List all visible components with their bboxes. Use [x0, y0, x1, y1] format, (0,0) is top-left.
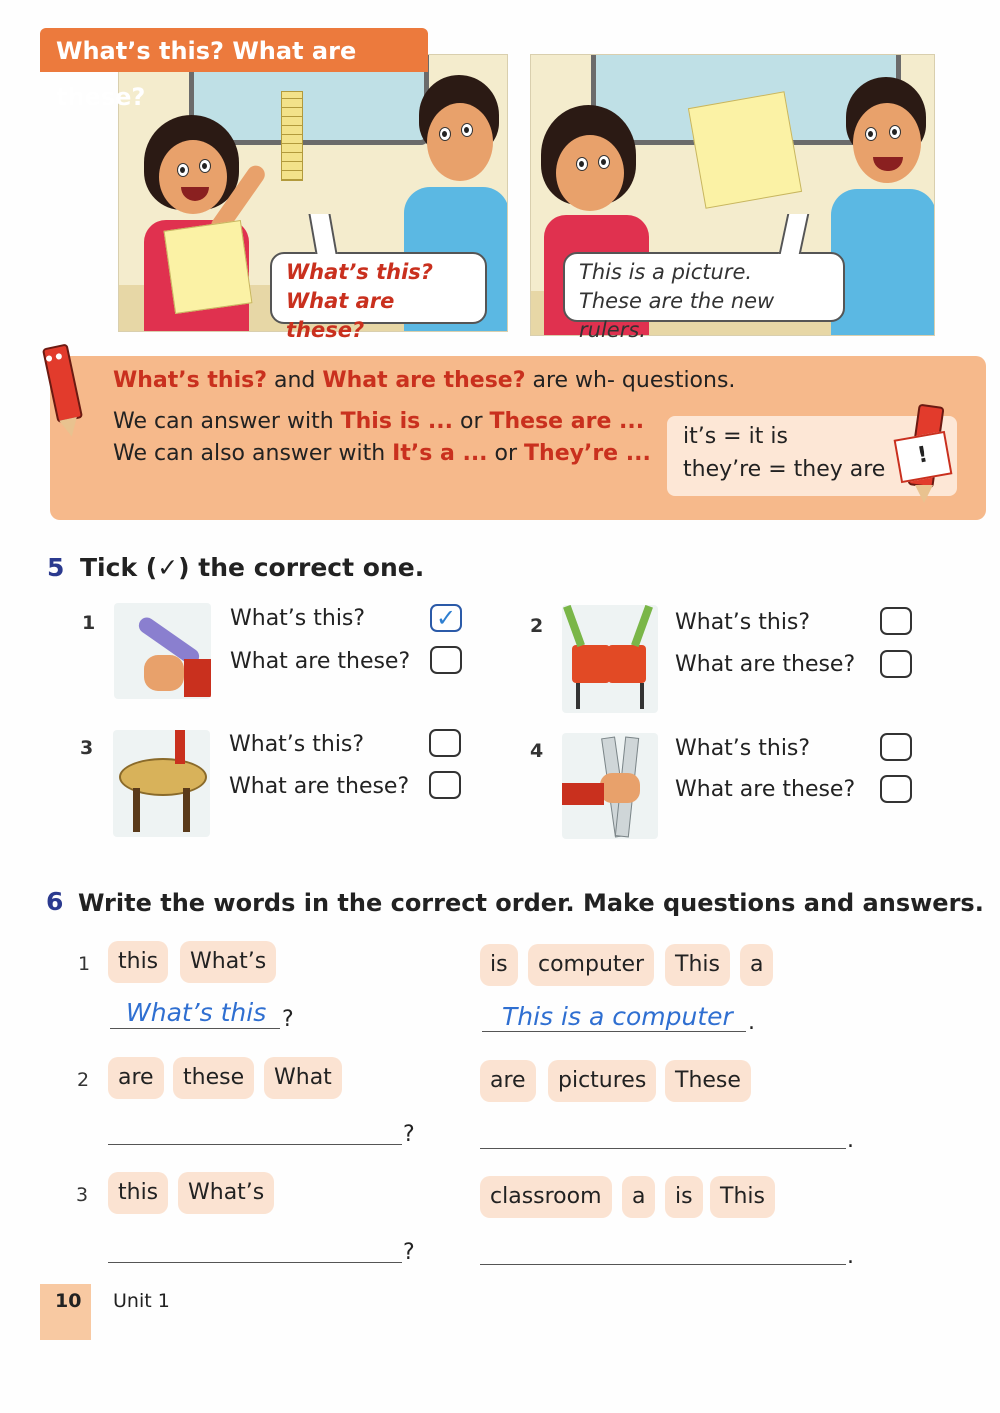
exercise-number: 6 — [46, 887, 64, 916]
unit-label: Unit 1 — [113, 1290, 170, 1312]
word-chip[interactable]: These — [665, 1060, 751, 1102]
word-chip[interactable]: a — [740, 944, 773, 986]
option-what-are-these: What are these? — [675, 652, 856, 677]
item-number: 1 — [78, 953, 91, 975]
exercise-title — [80, 553, 424, 582]
word-chip[interactable]: is — [665, 1176, 703, 1218]
item-number: 1 — [82, 612, 96, 634]
highlight-text: What’s this? — [113, 368, 267, 393]
bubble-line: What are these? — [286, 289, 395, 342]
option-whats-this: What’s this? — [230, 606, 366, 631]
picture-two-chairs — [562, 605, 658, 713]
tick-box[interactable] — [429, 729, 461, 757]
pencil-warning-mascot-icon — [893, 405, 953, 509]
plain-text: We can also answer with — [113, 441, 393, 466]
word-chip[interactable]: this — [108, 941, 168, 983]
item-number: 3 — [76, 1184, 89, 1206]
picture-rulers-in-hand — [562, 733, 658, 839]
grammar-line-1 — [113, 368, 735, 393]
grammar-line-3 — [113, 441, 651, 466]
tick-box-checked[interactable]: ✓ — [430, 604, 462, 632]
punctuation: . — [847, 1244, 854, 1269]
plain-text: We can answer with — [113, 409, 341, 434]
highlight-text: What are these? — [322, 368, 526, 393]
word-chip[interactable]: computer — [528, 944, 654, 986]
contraction-line: they’re = they are — [683, 457, 886, 482]
word-chip[interactable]: are — [480, 1060, 536, 1102]
tick-box[interactable] — [880, 650, 912, 678]
item-number: 3 — [80, 737, 94, 759]
option-whats-this: What’s this? — [675, 610, 811, 635]
answer-line-question[interactable] — [110, 1028, 280, 1029]
plain-text: and — [266, 368, 323, 393]
option-whats-this: What’s this? — [229, 732, 365, 757]
option-whats-this: What’s this? — [675, 736, 811, 761]
page-number: 10 — [55, 1290, 82, 1312]
word-chip[interactable]: What’s — [178, 1172, 274, 1214]
speech-bubble-answer — [563, 252, 845, 342]
punctuation: ? — [403, 1240, 415, 1265]
tick-box[interactable] — [430, 646, 462, 674]
bubble-line: This is a picture. — [579, 260, 753, 284]
word-chip[interactable]: classroom — [480, 1176, 612, 1218]
answer-text: What’s this — [126, 998, 267, 1027]
bubble-line: These are the new rulers. — [579, 289, 775, 342]
answer-line-answer[interactable] — [480, 1148, 846, 1149]
word-chip[interactable]: is — [480, 944, 518, 986]
punctuation: ? — [403, 1122, 415, 1147]
section-header: What’s this? What are these? — [40, 28, 428, 72]
exercise-title: Write the words in the correct order. Make questions and answers. — [78, 889, 984, 917]
word-chip[interactable]: What — [264, 1057, 342, 1099]
boy-character — [831, 77, 935, 336]
answer-line-answer[interactable] — [482, 1031, 746, 1032]
word-chip[interactable]: a — [622, 1176, 655, 1218]
tick-box[interactable] — [880, 733, 912, 761]
tick-box[interactable] — [429, 771, 461, 799]
word-chip[interactable]: What’s — [180, 941, 276, 983]
answer-line-question[interactable] — [108, 1262, 402, 1263]
word-chip[interactable]: pictures — [548, 1060, 656, 1102]
grammar-line-2 — [113, 409, 644, 434]
item-number: 2 — [77, 1069, 90, 1091]
item-number: 4 — [530, 740, 544, 762]
answer-text: This is a computer — [502, 1002, 733, 1031]
word-chip[interactable]: these — [173, 1057, 254, 1099]
item-number: 2 — [530, 615, 544, 637]
punctuation: . — [847, 1128, 854, 1153]
highlight-text: This is ... — [340, 409, 453, 434]
picture-pen-in-hand — [114, 603, 211, 699]
exercise-number: 5 — [47, 553, 65, 582]
punctuation: ? — [282, 1007, 294, 1032]
plain-text: or — [487, 441, 525, 466]
word-chip[interactable]: This — [710, 1176, 775, 1218]
rulers — [281, 91, 303, 181]
contraction-line: it’s = it is — [683, 424, 788, 449]
tick-box[interactable] — [880, 607, 912, 635]
tick-box[interactable] — [880, 775, 912, 803]
answer-line-answer[interactable] — [480, 1264, 846, 1265]
highlight-text: They’re ... — [524, 441, 651, 466]
punctuation: . — [748, 1010, 755, 1035]
drawing-paper — [688, 91, 802, 208]
tick-symbol: ✓ — [157, 553, 179, 582]
bubble-line: What’s this? — [286, 260, 433, 284]
option-what-are-these: What are these? — [230, 649, 411, 674]
word-chip[interactable]: This — [665, 944, 730, 986]
option-what-are-these: What are these? — [675, 777, 856, 802]
title-part: Tick ( — [80, 553, 158, 582]
warning-icon: ! — [894, 431, 953, 483]
highlight-text: It’s a ... — [392, 441, 488, 466]
highlight-text: These are ... — [489, 409, 645, 434]
answer-line-question[interactable] — [108, 1144, 402, 1145]
word-chip[interactable]: this — [108, 1172, 168, 1214]
title-part: ) the correct one. — [178, 553, 425, 582]
plain-text: or — [452, 409, 490, 434]
drawing-paper — [164, 220, 253, 314]
picture-round-table — [113, 730, 210, 837]
speech-bubble-question — [270, 252, 487, 342]
option-what-are-these: What are these? — [229, 774, 410, 799]
plain-text: are wh- questions. — [525, 368, 736, 393]
word-chip[interactable]: are — [108, 1057, 164, 1099]
